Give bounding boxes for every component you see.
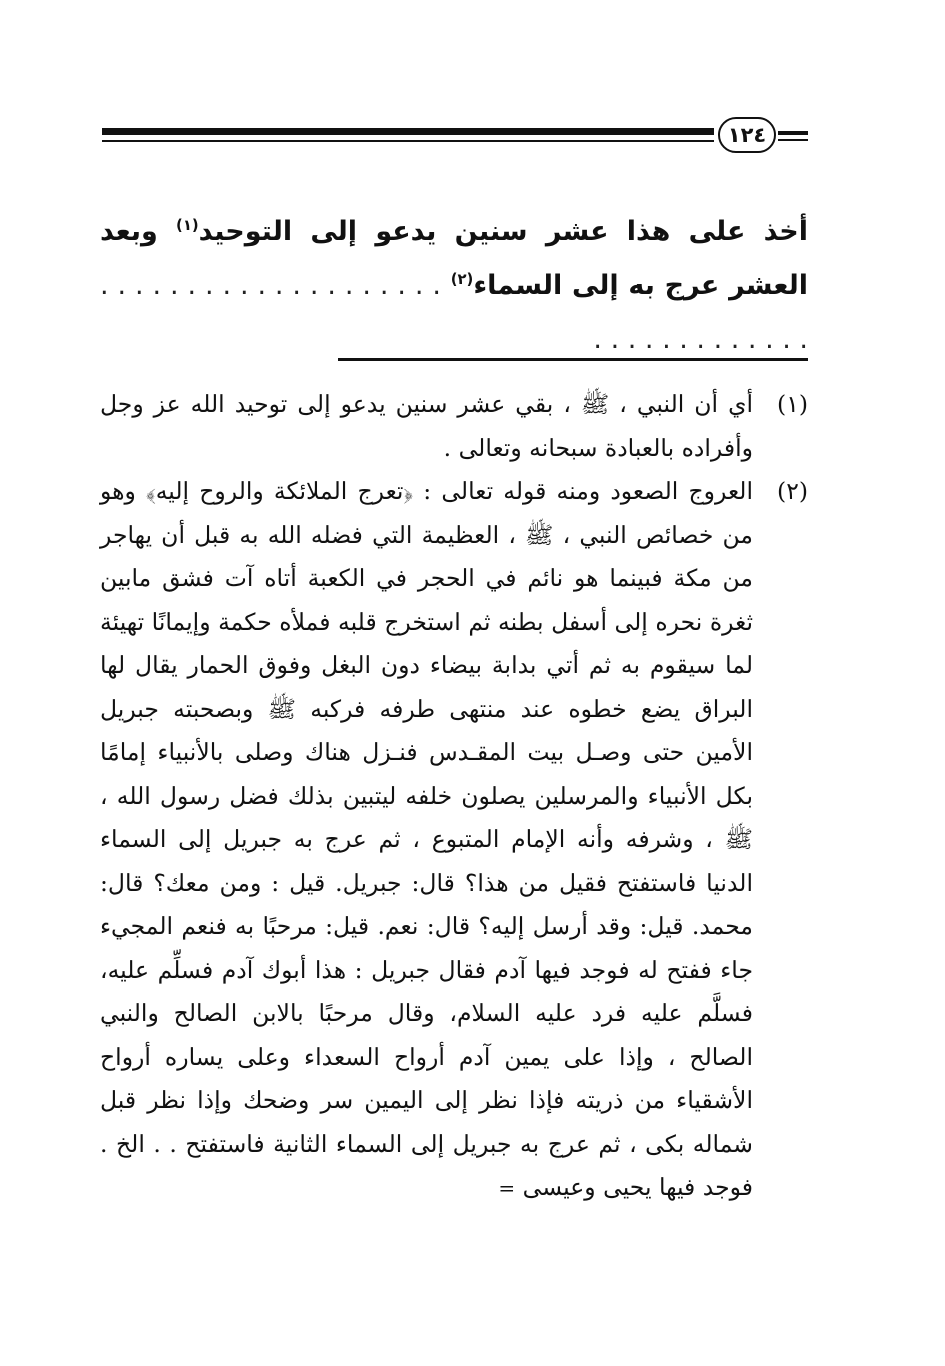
footnote-text-2 bbox=[100, 470, 753, 1211]
header-rule-right bbox=[778, 131, 808, 135]
footnote-mark-2: (٢) bbox=[777, 477, 808, 505]
main-text bbox=[100, 205, 808, 367]
footnote-separator bbox=[338, 358, 808, 361]
footnote-2 bbox=[100, 470, 808, 1211]
footnote-text-2-body: العروج الصعود ومنه قوله تعالى : ﴿تعرج الملائكة والروح إليه﴾ وهو من خصائص النبي ، ﷺ ، العظيمة التي فضله الله به قبل أن يهاجر من مكة فبينما هو نائم في الحجر في الكعبة أتاه آت فشق مابين ثغرة نحره إلى أسفل بطنه ثم استخرج قلبه فملأه حكمة وإيمانًا تهيئة لما سيقوم به ثم أتي بدابة بيضاء دون البغل وفوق الحمار يقال لها البراق يضع خطوه عند منتهى طرفه فركبه ﷺ وبصحبته جبريل الأمين حتى وصـل بيت المقـدس فنـزل هناك وصلى بالأنبياء إمامًا بكل الأنبياء والمرسلين يصلون خلفه ليتبين بذلك فضل رسول الله ، ﷺ ، وشرفه وأنه الإمام المتبوع ، ثم عرج به جبريل إلى السماء الدنيا فاستفتح فقيل من هذا؟ قال: جبريل. قيل : ومن معك؟ قال: محمد. قيل: وقد أرسل إليه؟ قال: نعم. قيل: مرحبًا به فنعم المجيء جاء ففتح له فوجد فيها آدم فقال جبريل : هذا أبوك آدم فسلِّم عليه، فسلَّم عليه فرد عليه السلام، وقال مرحبًا بالابن الصالح والنبي الصالح ، وإذا على يمين آدم أرواح السعداء وعلى يساره أرواح الأشقياء من ذريته فإذا نظر إلى اليمين سر وضحك وإذا نظر قبل شماله بكى ، ثم عرج به جبريل إلى السماء الثانية فاستفتح . . الخ . فوجد فيها يحيى وعيسى bbox=[100, 477, 753, 1201]
main-text-part1: أخذ على هذا عشر سنين يدعو إلى التوحيد bbox=[198, 216, 808, 247]
footnote-1 bbox=[100, 383, 808, 470]
main-text-part2: وبعد العشر عرج به إلى السماء bbox=[100, 216, 808, 301]
leader-dots: . . . . . . . . . . . . . . . . . . . . . . . . . . . . . . . . . bbox=[100, 270, 808, 355]
page-number: ١٢٤ bbox=[718, 117, 776, 153]
continuation-mark: = bbox=[498, 1176, 516, 1200]
footnote-text-1: أي أن النبي ، ﷺ ، بقي عشر سنين يدعو إلى توحيد الله عز وجل وأفراده بالعبادة سبحانه وتعالى . bbox=[100, 390, 753, 462]
header-rule-thin bbox=[102, 140, 714, 142]
header-rule bbox=[102, 128, 714, 135]
footnote-mark-1: (١) bbox=[777, 390, 808, 418]
header-rule-right-thin bbox=[778, 139, 808, 141]
footnote-ref-2: (٢) bbox=[450, 270, 474, 288]
footnote-ref-1: (١) bbox=[176, 216, 199, 234]
